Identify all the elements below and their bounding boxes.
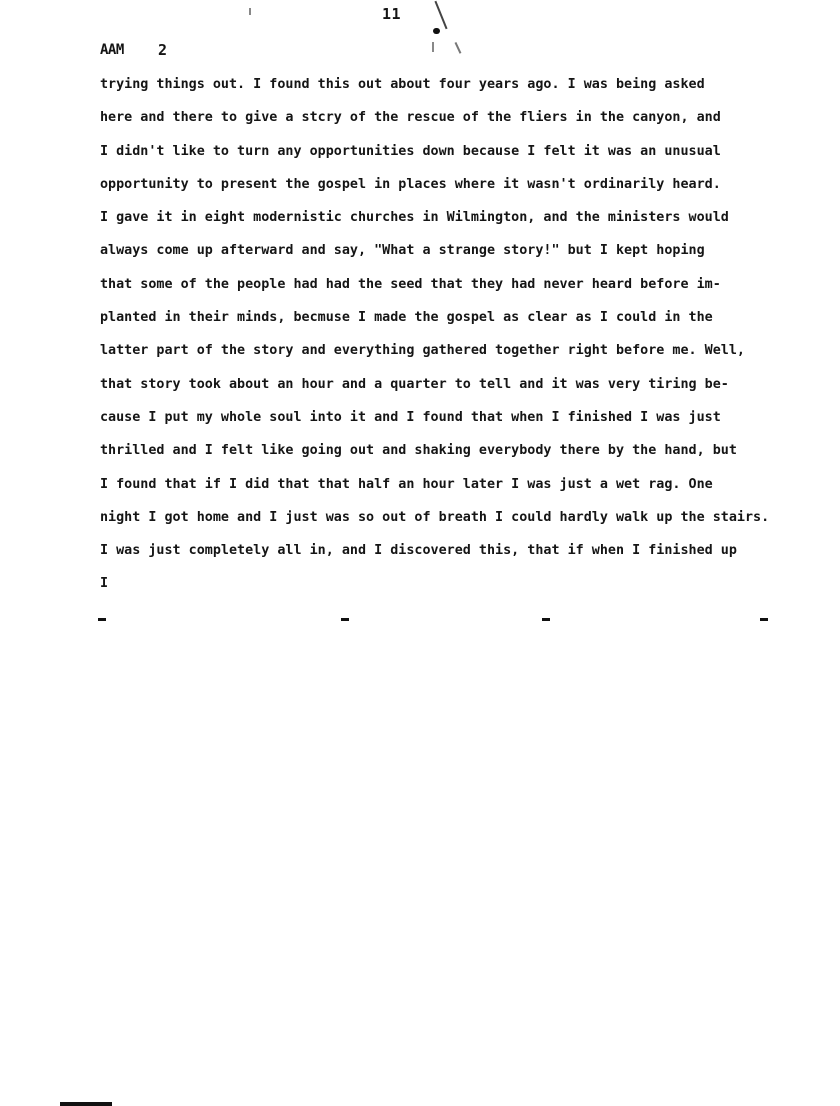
text-line: I found that if I did that that half an hour later I was just a wet rag. One <box>100 476 713 492</box>
text-line: cause I put my whole soul into it and I found that when I finished I was just <box>100 409 721 425</box>
separator-dash <box>542 618 550 621</box>
separator-dash <box>760 618 768 621</box>
text-line: always come up afterward and say, "What a strange story!" but I kept hoping <box>100 243 705 259</box>
text-line: I didn't like to turn any opportunities down because I felt it was an unusual <box>100 143 721 159</box>
ink-mark <box>455 42 461 54</box>
ink-blot <box>433 28 440 34</box>
transcript-body <box>100 74 810 607</box>
text-line: planted in their minds, becmuse I made the gospel as clear as I could in the <box>100 310 713 326</box>
text-line: thrilled and I felt like going out and shaking everybody there by the hand, but <box>100 443 737 459</box>
text-line: I <box>100 576 109 592</box>
text-line: I was just completely all in, and I discovered this, that if when I finished up <box>100 543 737 559</box>
ink-mark <box>434 1 447 30</box>
text-line: trying things out. I found this out about four years ago. I was being asked <box>100 77 705 92</box>
text-line: here and there to give a stcry of the rescue of the fliers in the canyon, and <box>100 110 721 126</box>
document-id: AAM <box>100 42 124 58</box>
separator-dash <box>98 618 106 621</box>
ink-mark <box>249 8 251 15</box>
text-line: night I got home and I just was so out of breath I could hardly walk up the stairs. <box>100 509 770 525</box>
text-line: I gave it in eight modernistic churches in Wilmington, and the ministers would <box>100 210 729 226</box>
ink-mark <box>432 42 434 52</box>
text-line: opportunity to present the gospel in places where it wasn't ordinarily heard. <box>100 176 721 192</box>
page-number: 11 <box>382 5 402 23</box>
scan-edge-mark <box>60 1102 112 1106</box>
document-section-number: 2 <box>158 41 168 59</box>
text-line: that story took about an hour and a quarter to tell and it was very tiring be- <box>100 376 729 392</box>
text-line: latter part of the story and everything gathered together right before me. Well, <box>100 343 745 359</box>
text-line: that some of the people had had the seed that they had never heard before im- <box>100 276 721 292</box>
separator-dash <box>341 618 349 621</box>
